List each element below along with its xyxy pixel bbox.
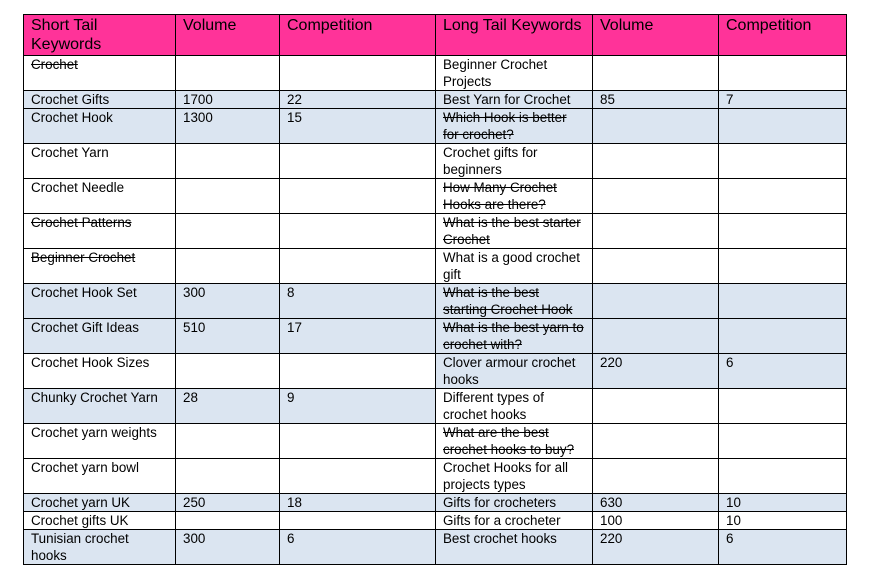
table-row [24,530,847,565]
short-volume: 510 [176,319,280,354]
long-competition [719,459,847,494]
long-competition: 6 [719,354,847,389]
header-competition: Competition [719,15,847,56]
table-row [24,319,847,354]
short-volume [176,214,280,249]
short-keyword: Crochet yarn UK [24,494,176,512]
short-keyword: Crochet yarn bowl [24,459,176,494]
long-volume [593,389,719,424]
short-volume [176,459,280,494]
table-row [24,56,847,91]
short-volume: 28 [176,389,280,424]
short-keyword: Crochet Gift Ideas [24,319,176,354]
long-keyword: Clover armour crochet hooks [436,354,593,389]
long-volume [593,214,719,249]
long-volume [593,284,719,319]
long-competition [719,56,847,91]
long-keyword: What are the best crochet hooks to buy? [436,424,593,459]
short-keyword: Tunisian crochet hooks [24,530,176,565]
short-competition [280,214,436,249]
table-row [24,249,847,284]
short-competition [280,512,436,530]
short-competition: 17 [280,319,436,354]
long-competition [719,319,847,354]
table-row [24,179,847,214]
long-competition [719,214,847,249]
long-volume [593,109,719,144]
short-keyword: Crochet Yarn [24,144,176,179]
header-volume: Volume [176,15,280,56]
long-volume [593,179,719,214]
table-row [24,424,847,459]
short-keyword: Crochet Hook Set [24,284,176,319]
long-volume: 100 [593,512,719,530]
table-row [24,494,847,512]
long-volume: 220 [593,354,719,389]
short-volume: 250 [176,494,280,512]
short-volume [176,249,280,284]
table-row [24,284,847,319]
long-volume [593,424,719,459]
header-competition: Competition [280,15,436,56]
long-keyword: Best crochet hooks [436,530,593,565]
short-competition [280,56,436,91]
long-volume [593,56,719,91]
long-keyword: What is the best starting Crochet Hook [436,284,593,319]
long-volume [593,459,719,494]
header-short-tail: Short Tail Keywords [24,15,176,56]
long-volume [593,144,719,179]
short-keyword: Chunky Crochet Yarn [24,389,176,424]
long-keyword: Different types of crochet hooks [436,389,593,424]
short-competition: 9 [280,389,436,424]
long-keyword: Beginner Crochet Projects [436,56,593,91]
long-keyword: How Many Crochet Hooks are there? [436,179,593,214]
short-keyword: Crochet [24,56,176,91]
table-row [24,354,847,389]
long-competition [719,424,847,459]
short-competition [280,459,436,494]
short-competition: 22 [280,91,436,109]
short-keyword: Beginner Crochet [24,249,176,284]
long-keyword: Gifts for crocheters [436,494,593,512]
table-row [24,144,847,179]
short-competition [280,354,436,389]
short-volume: 300 [176,284,280,319]
header-long-tail: Long Tail Keywords [436,15,593,56]
table-row [24,214,847,249]
long-volume [593,319,719,354]
long-volume: 630 [593,494,719,512]
long-competition [719,179,847,214]
short-competition: 6 [280,530,436,565]
keyword-table [23,14,847,565]
short-volume [176,512,280,530]
short-competition [280,144,436,179]
short-competition [280,179,436,214]
long-competition: 7 [719,91,847,109]
short-competition [280,424,436,459]
long-competition [719,249,847,284]
short-volume [176,56,280,91]
long-keyword: Best Yarn for Crochet [436,91,593,109]
short-volume: 1300 [176,109,280,144]
short-keyword: Crochet Hook Sizes [24,354,176,389]
short-volume: 1700 [176,91,280,109]
long-competition: 6 [719,530,847,565]
long-competition: 10 [719,512,847,530]
short-competition: 15 [280,109,436,144]
short-competition [280,249,436,284]
short-competition: 8 [280,284,436,319]
long-volume: 85 [593,91,719,109]
table-row [24,91,847,109]
header-volume: Volume [593,15,719,56]
short-volume [176,179,280,214]
short-keyword: Crochet Needle [24,179,176,214]
header-row [24,15,847,56]
long-competition: 10 [719,494,847,512]
short-volume [176,354,280,389]
short-competition: 18 [280,494,436,512]
short-volume [176,424,280,459]
long-competition [719,389,847,424]
table-row [24,389,847,424]
short-keyword: Crochet Gifts [24,91,176,109]
short-volume [176,144,280,179]
long-competition [719,144,847,179]
long-keyword: Which Hook is better for crochet? [436,109,593,144]
long-keyword: What is a good crochet gift [436,249,593,284]
long-keyword: Crochet Hooks for all projects types [436,459,593,494]
short-volume: 300 [176,530,280,565]
short-keyword: Crochet Hook [24,109,176,144]
short-keyword: Crochet yarn weights [24,424,176,459]
long-keyword: Gifts for a crocheter [436,512,593,530]
table-row [24,109,847,144]
long-volume [593,249,719,284]
short-keyword: Crochet gifts UK [24,512,176,530]
long-keyword: What is the best yarn to crochet with? [436,319,593,354]
table-row [24,459,847,494]
table-row [24,512,847,530]
short-keyword: Crochet Patterns [24,214,176,249]
long-keyword: Crochet gifts for beginners [436,144,593,179]
long-volume: 220 [593,530,719,565]
long-competition [719,109,847,144]
long-keyword: What is the best starter Crochet [436,214,593,249]
long-competition [719,284,847,319]
